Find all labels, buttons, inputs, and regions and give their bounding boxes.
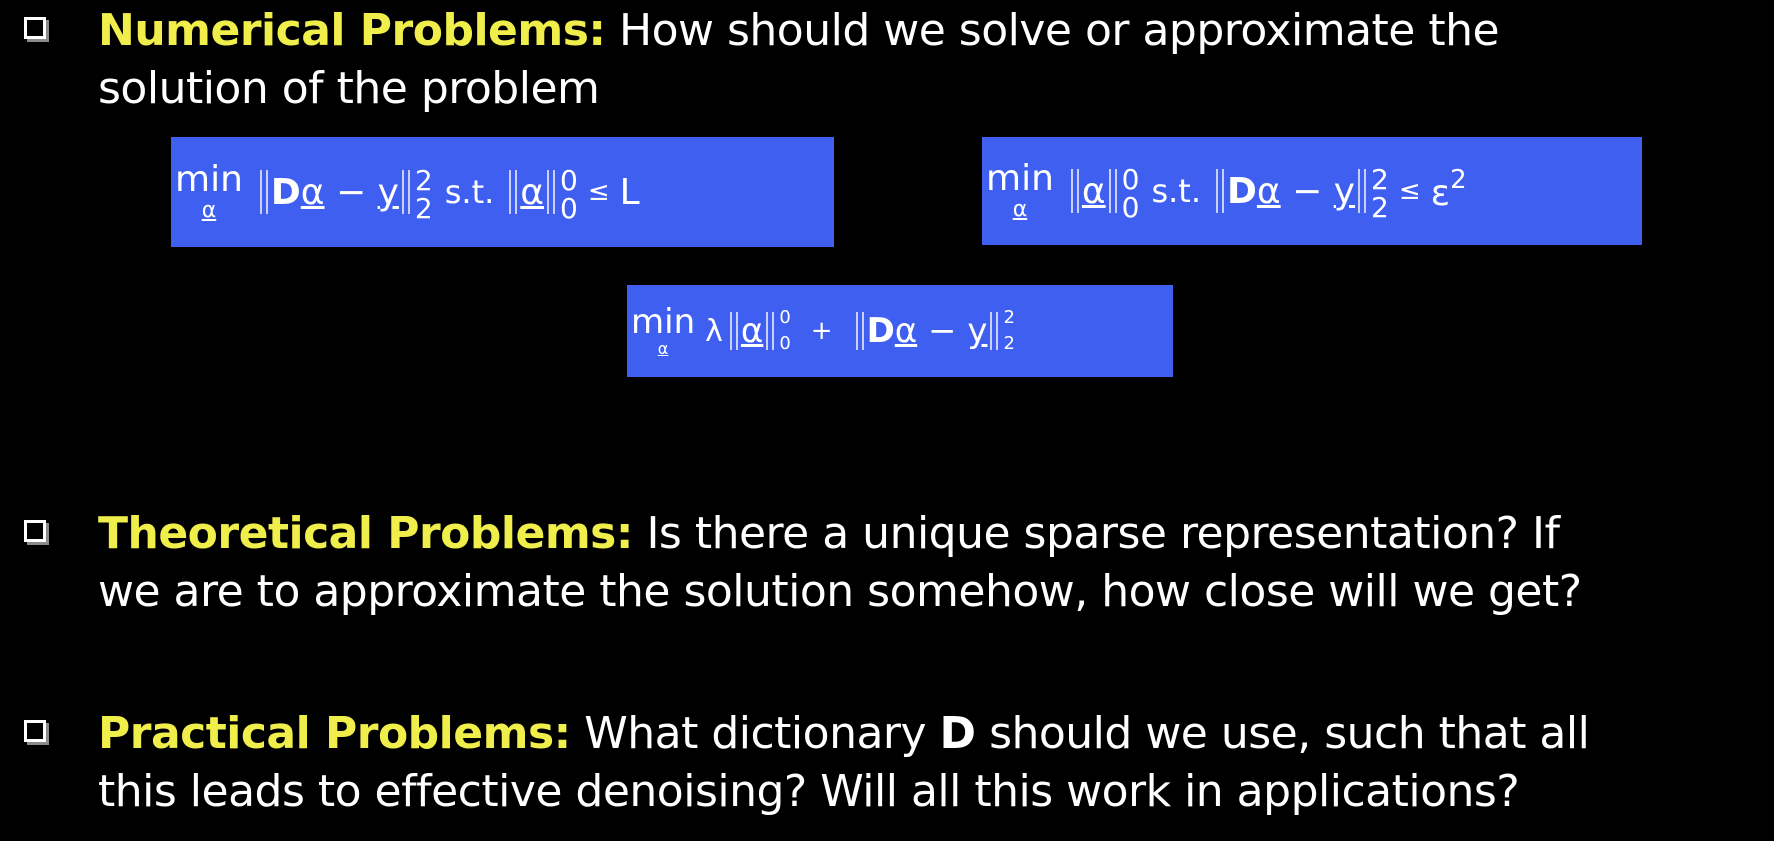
equation-2 (982, 158, 1467, 224)
eq1-l0-norm (506, 164, 578, 225)
eq2-norm-bar-right (1358, 169, 1366, 213)
eq1-l0-sub: 0 (560, 192, 578, 225)
eq2-l0-bar-right (1109, 169, 1117, 213)
eq2-epsilon-sup: 2 (1450, 164, 1467, 195)
eq2-norm-sub: 2 (1371, 191, 1389, 224)
eq1-y: y (377, 171, 399, 213)
eq3-norm-sub: 2 (1003, 333, 1015, 354)
eq3-l0-bar-right (766, 312, 774, 350)
bullet-numerical-problems (24, 2, 1759, 118)
equation-3 (627, 302, 1015, 358)
eq3-alpha-l0: α (740, 311, 764, 351)
eq3-alpha: α (894, 311, 918, 351)
eq2-y: y (1333, 170, 1356, 212)
numerical-text-line2: solution of the problem (98, 63, 600, 114)
eq1-norm-sub: 2 (414, 192, 433, 225)
eq1-residual-norm (257, 164, 433, 225)
bullet-numerical-text (98, 2, 1499, 118)
eq2-subject-to: s.t. (1151, 172, 1202, 210)
eq3-lambda: λ (705, 313, 723, 349)
checkbox-bullet-icon (24, 17, 46, 39)
eq1-norm-bar-right (402, 170, 410, 214)
eq2-l0-sup: 0 (1121, 163, 1140, 196)
eq3-plus: + (810, 316, 833, 346)
eq2-leq: ≤ (1398, 176, 1421, 206)
eq3-dictionary-D: D (866, 311, 895, 351)
eq2-epsilon: ε (1430, 172, 1451, 214)
eq2-min-operator (986, 158, 1054, 222)
eq2-min-word: min (986, 158, 1054, 199)
eq2-norm-sup: 2 (1371, 163, 1389, 196)
eq2-norm-scripts (1371, 163, 1389, 224)
numerical-heading: Numerical Problems: (98, 5, 606, 56)
eq2-l0-scripts (1121, 163, 1140, 224)
theoretical-heading: Theoretical Problems: (98, 508, 633, 559)
eq1-leq: ≤ (587, 177, 610, 207)
eq1-l0-bar-left (509, 170, 517, 214)
eq1-min-operator (175, 159, 243, 223)
eq1-l0-bar-right (547, 170, 555, 214)
eq2-alpha-l0: α (1081, 170, 1106, 212)
theoretical-text-line2: we are to approximate the solution somehow, how close will we get? (98, 566, 1582, 617)
eq1-dictionary-D: D (270, 171, 301, 213)
eq3-y: y (967, 311, 988, 351)
bullet-practical-text (98, 705, 1589, 821)
eq1-l0-sup: 0 (560, 164, 578, 197)
eq1-l0-scripts (560, 164, 578, 225)
eq2-l0-norm (1068, 163, 1140, 224)
eq3-min-word: min (631, 302, 696, 342)
theoretical-text-line1: Is there a unique sparse representation? If (632, 508, 1560, 559)
practical-text-after-d: should we use, such that all (975, 708, 1590, 759)
eq3-norm-bar-right (990, 312, 998, 350)
eq2-l0-sub: 0 (1121, 191, 1140, 224)
eq3-norm-sup: 2 (1003, 307, 1015, 328)
eq1-subject-to: s.t. (444, 173, 495, 211)
eq2-residual-norm (1213, 163, 1389, 224)
practical-text-line2: this leads to effective denoising? Will all this work in applications? (98, 766, 1520, 817)
eq3-l0-scripts (779, 309, 790, 353)
eq3-norm-bar-left (856, 312, 864, 350)
bullet-theoretical-text (98, 505, 1582, 621)
eq3-min-variable: α (657, 339, 669, 358)
checkbox-bullet-icon (24, 520, 46, 542)
practical-heading: Practical Problems: (98, 708, 571, 759)
eq3-l0-bar-left (730, 312, 738, 350)
eq2-minus: − (1292, 170, 1323, 212)
eq2-l0-bar-left (1071, 169, 1079, 213)
numerical-text-line1: How should we solve or approximate the (605, 5, 1500, 56)
eq1-alpha: α (300, 171, 325, 213)
eq1-norm-bar-left (260, 170, 268, 214)
eq3-l0-sup: 0 (779, 307, 791, 328)
equation-box-2 (982, 137, 1642, 245)
eq3-norm-scripts (1003, 309, 1014, 353)
equation-box-1 (171, 137, 834, 247)
eq1-min-variable: α (201, 198, 217, 223)
eq1-norm-scripts (414, 164, 433, 225)
eq1-L: L (619, 171, 640, 213)
eq3-min-operator (631, 302, 696, 358)
eq3-l0-sub: 0 (779, 333, 791, 354)
checkbox-bullet-icon (24, 720, 46, 742)
bullet-theoretical-problems (24, 505, 1759, 621)
equation-box-3 (627, 285, 1173, 377)
equation-1 (171, 159, 640, 225)
eq2-epsilon-squared (1430, 164, 1467, 214)
practical-text-before-d: What dictionary (570, 708, 940, 759)
eq3-l0-norm (727, 309, 791, 353)
practical-dictionary-D: D (939, 708, 976, 759)
eq2-norm-bar-left (1216, 169, 1224, 213)
eq1-alpha-l0: α (520, 171, 545, 213)
eq2-min-variable: α (1012, 197, 1028, 222)
eq1-norm-sup: 2 (414, 164, 433, 197)
eq2-alpha: α (1256, 170, 1281, 212)
eq2-dictionary-D: D (1227, 170, 1257, 212)
eq3-residual-norm (853, 309, 1015, 353)
eq3-minus: − (928, 311, 957, 351)
bullet-practical-problems (24, 705, 1759, 821)
eq1-min-word: min (175, 159, 243, 200)
eq1-minus: − (335, 171, 367, 213)
